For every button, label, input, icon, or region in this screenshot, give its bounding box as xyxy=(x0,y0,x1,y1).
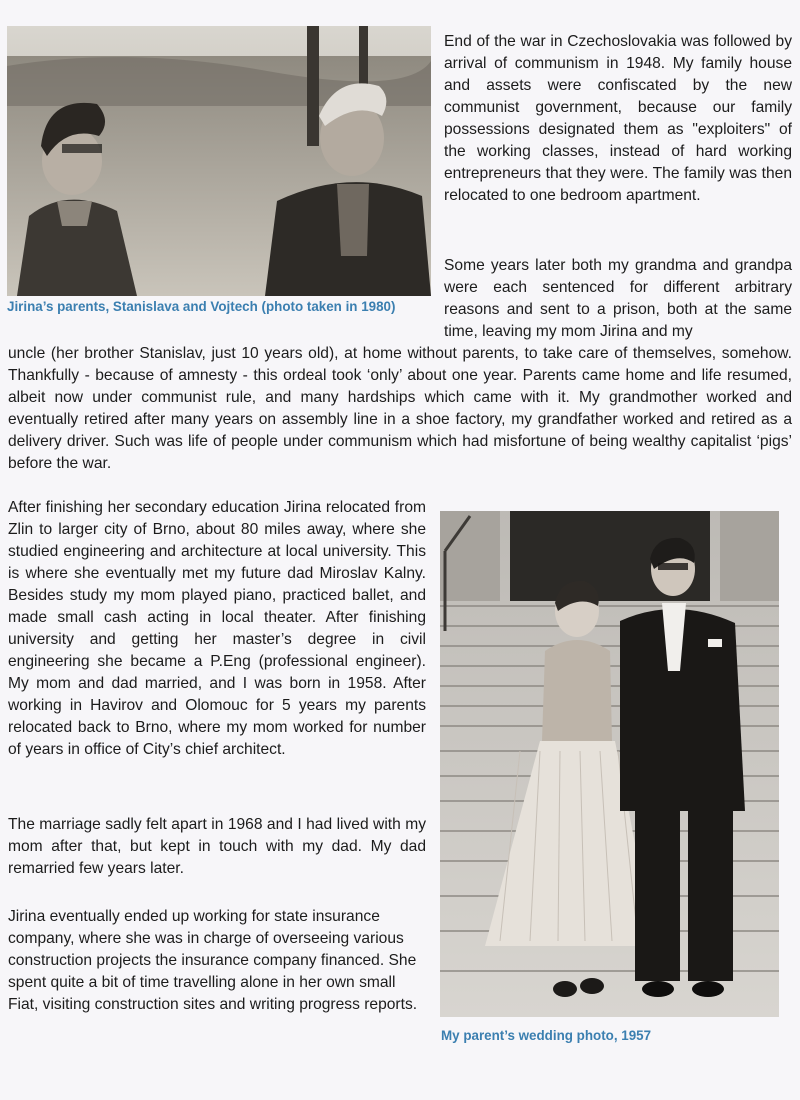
photo-wedding xyxy=(440,511,779,1017)
vintage-photo-two-people-icon xyxy=(7,26,431,296)
paragraph-prison-continued: uncle (her brother Stanislav, just 10 years old), at home without parents, to take care of themselves, somehow. Thankfully - because of amnesty - this ordeal took ‘only’ about one year. Parents came home and life resumed, albeit now under communist rule, and many hardships which came with it. My grandmother worked and eventually retired after many years on assembly line in a shoe factory, my grandfather worked and retired as a delivery driver. Such was life of people under communism which had misfortune of being wealthy capitalist ‘pigs’ before the war. xyxy=(8,345,792,472)
photo-jirinas-parents xyxy=(7,26,431,296)
photo-caption-wedding: My parent’s wedding photo, 1957 xyxy=(441,1028,652,1043)
paragraph-education: After finishing her secondary education Jirina relocated from Zlin to larger city of Brno, about 80 miles away, where she studied engineering and architecture at local university. This is where she eventually met my future dad Miroslav Kalny. Besides study my mom played piano, practiced ballet, and made small cash acting in local theater. After finishing university and getting her master’s degree in civil engineering she became a P.Eng (professional engineer). My mom and dad married, and I was born in 1958. After working in Havirov and Olomouc for 5 years my parents relocated back to Brno, where my mom worked for number of years in office of City’s chief architect. xyxy=(8,499,426,758)
photo-caption-parents: Jirina’s parents, Stanislava and Vojtech (photo taken in 1980) xyxy=(7,299,396,314)
paragraph-insurance: Jirina eventually ended up working for state insurance company, where she was in charge of overseeing various construction projects the insurance company financed. She spent quite a bit of time travelling alone in her own small Fiat, visiting construction sites and writing progress reports. xyxy=(8,908,418,1013)
paragraph-prison-start: Some years later both my grandma and grandpa were each sentenced for different arbitrary reasons and sent to a prison, both at the same time, leaving my mom Jirina and my xyxy=(444,257,792,340)
vintage-wedding-photo-icon xyxy=(440,511,779,1017)
paragraph-communism: End of the war in Czechoslovakia was followed by arrival of communism in 1948. My family house and assets were confiscated by the new communist government, because our family possessions designated them as "exploiters" of the working classes, instead of hard working entrepreneurs that they were. The family was then relocated to one bedroom apartment. xyxy=(444,33,792,204)
paragraph-marriage: The marriage sadly felt apart in 1968 and I had lived with my mom after that, but kept in touch with my dad. My dad remarried few years later. xyxy=(8,816,426,877)
